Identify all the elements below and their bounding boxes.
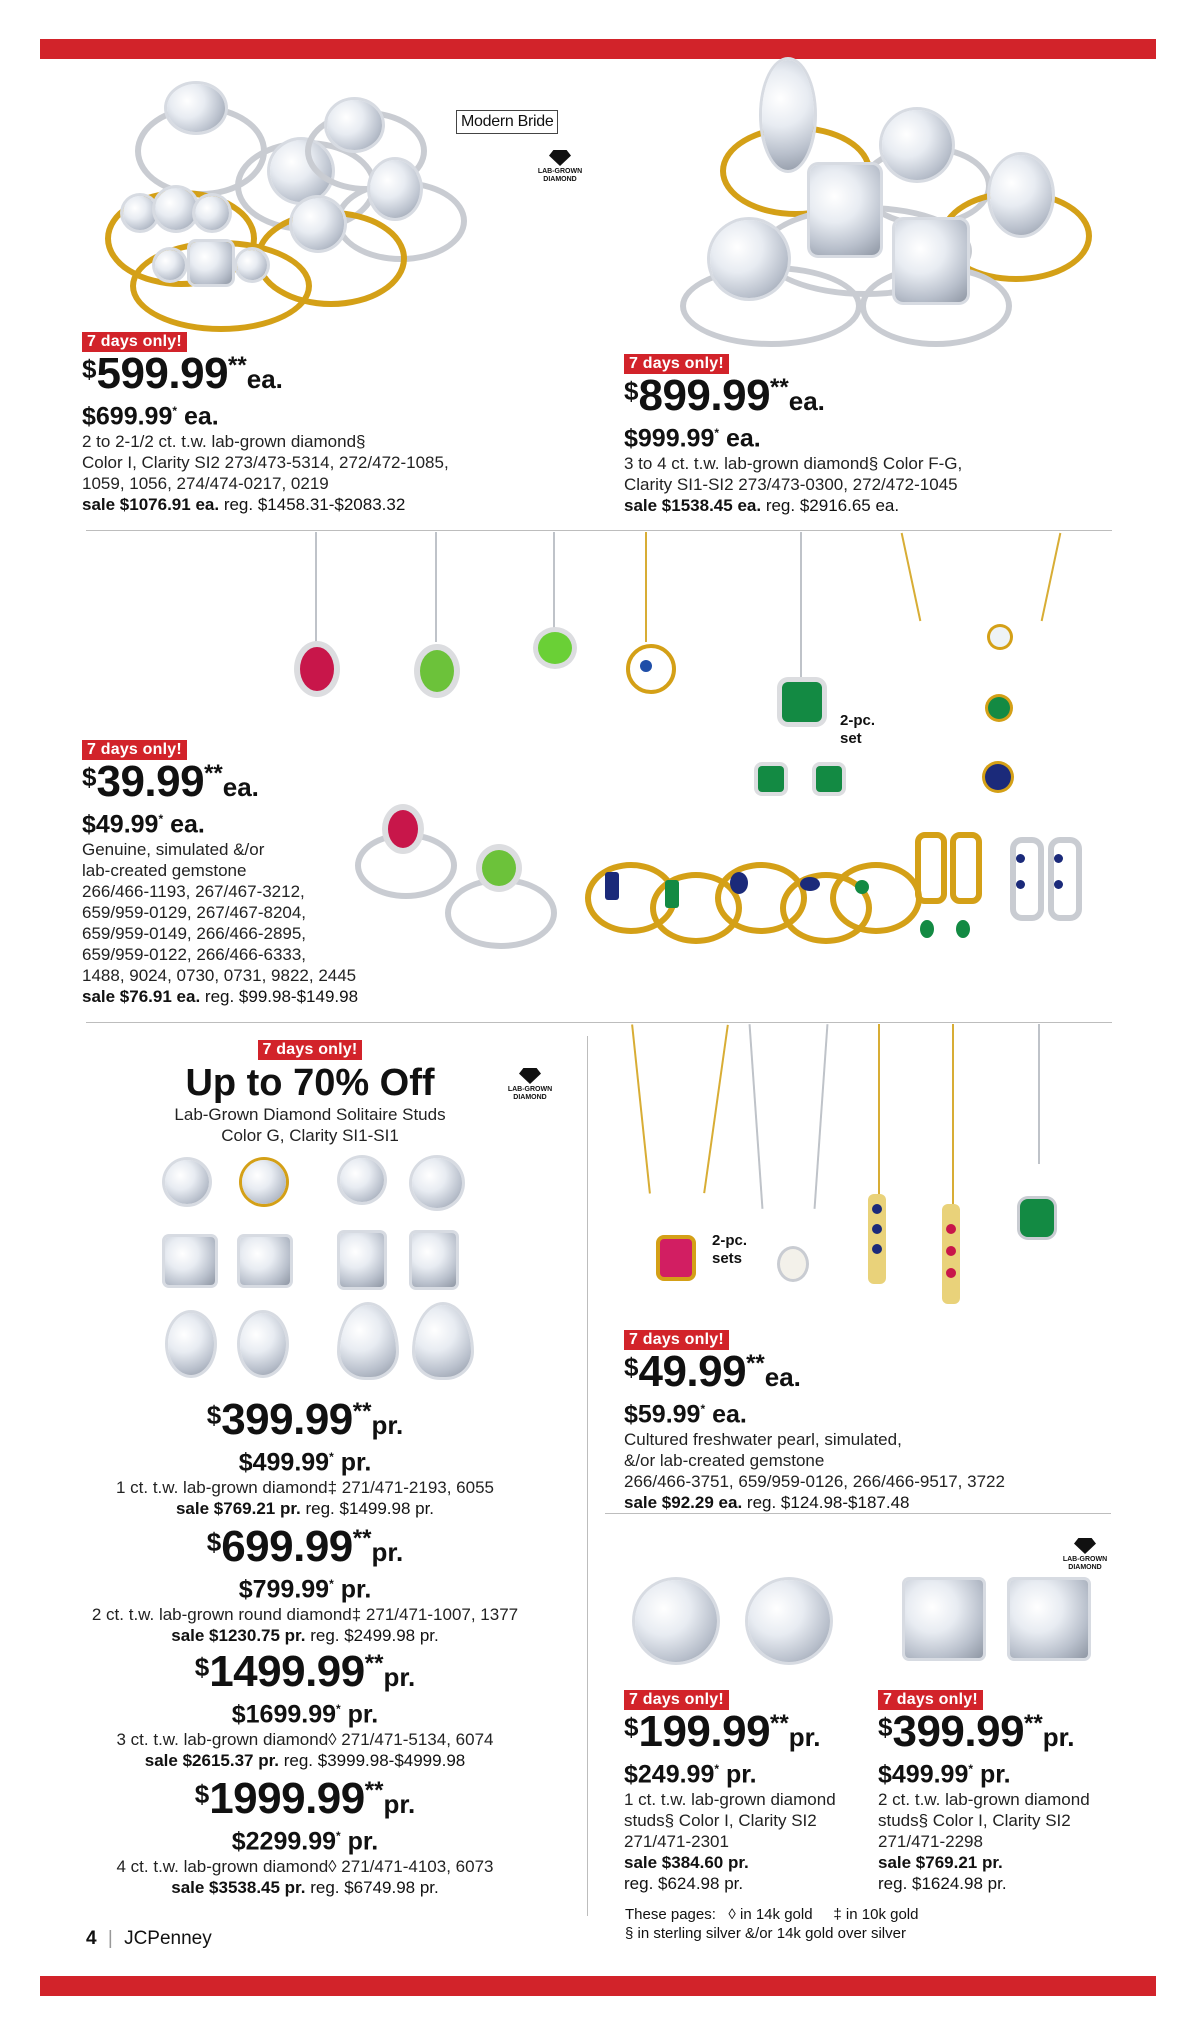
headline: Up to 70% Off bbox=[185, 1062, 435, 1104]
lab-grown-diamond-logo: LAB-GROWN DIAMOND bbox=[505, 1068, 555, 1102]
product-description: Genuine, simulated &/or lab-created gemstone 266/466-1193, 267/467-3212, 659/959-0129, 267/467-8204, 659/959-0149, 266/466-2895, 659/959-0122, 266/466-6333, 1488, 9024, 0730, 0731, 9822, 2445 bbox=[82, 840, 357, 986]
pearl-gemstone-necklaces-image bbox=[620, 1024, 1100, 1334]
lab-grown-diamond-logo: LAB-GROWN DIAMOND bbox=[1060, 1538, 1110, 1572]
seven-days-badge: 7 days only! bbox=[878, 1690, 983, 1710]
offer-solitaire-studs bbox=[140, 1040, 480, 1146]
seven-days-badge: 7 days only! bbox=[82, 740, 187, 760]
original-price: $999.99* ea. bbox=[624, 424, 761, 453]
diamond-icon bbox=[519, 1068, 541, 1084]
footnotes: These pages: ◊ in 14k gold ‡ in 10k gold § in sterling silver &/or 14k gold over silver bbox=[625, 1906, 919, 1942]
product-description: 3 ct. t.w. lab-grown diamond◊ 271/471-5134, 6074 bbox=[116, 1730, 494, 1750]
diamond-icon bbox=[1074, 1538, 1096, 1554]
sale-reg-price: sale $1230.75 pr. reg. $2499.98 pr. bbox=[171, 1626, 439, 1646]
seven-days-badge: 7 days only! bbox=[624, 354, 729, 374]
sale-reg-price: sale $76.91 ea. reg. $99.98-$149.98 bbox=[82, 987, 359, 1007]
sale-price: $399.99**pr. bbox=[206, 1395, 404, 1444]
product-description: 4 ct. t.w. lab-grown diamond◊ 271/471-4103, 6073 bbox=[116, 1857, 494, 1877]
divider bbox=[86, 530, 1112, 531]
subheadline: Color G, Clarity SI1-SI1 bbox=[221, 1126, 399, 1145]
offer-gemstone bbox=[82, 740, 358, 1007]
product-description: 2 ct. t.w. lab-grown round diamond‡ 271/471-1007, 1377 bbox=[91, 1605, 519, 1625]
product-description: 1 ct. t.w. lab-grown diamond studs§ Color I, Clarity SI2 271/471-2301 bbox=[624, 1790, 836, 1852]
sale-price: $199.99**pr. bbox=[624, 1707, 821, 1756]
sale-price: $1999.99**pr. bbox=[194, 1774, 416, 1823]
seven-days-badge: 7 days only! bbox=[624, 1690, 729, 1710]
sale-reg-price: sale $1538.45 ea. reg. $2916.65 ea. bbox=[624, 496, 900, 516]
sale-reg-price: sale $1076.91 ea. reg. $1458.31-$2083.32 bbox=[82, 495, 406, 515]
subheadline: Lab-Grown Diamond Solitaire Studs bbox=[174, 1105, 446, 1124]
page-footer bbox=[86, 1928, 212, 1950]
original-price: $2299.99* pr. bbox=[231, 1827, 379, 1856]
sale-price: $699.99**pr. bbox=[206, 1522, 404, 1571]
seven-days-badge: 7 days only! bbox=[624, 1330, 729, 1350]
lab-grown-diamond-logo: LAB-GROWN DIAMOND bbox=[535, 150, 585, 184]
reg-price-line: reg. $624.98 pr. bbox=[624, 1874, 744, 1894]
original-price: $699.99* ea. bbox=[82, 402, 219, 431]
product-description: 3 to 4 ct. t.w. lab-grown diamond§ Color F-G, Clarity SI1-SI2 273/473-0300, 272/472-1045 bbox=[624, 454, 963, 495]
sale-price: $1499.99**pr. bbox=[194, 1647, 416, 1696]
original-price: $499.99* pr. bbox=[878, 1760, 1011, 1789]
page-number: 4 bbox=[86, 1928, 97, 1949]
stud-price-1 bbox=[90, 1395, 520, 1519]
product-description: 2 ct. t.w. lab-grown diamond studs§ Color I, Clarity SI2 271/471-2298 bbox=[878, 1790, 1090, 1852]
brand-name: JCPenney bbox=[124, 1928, 212, 1949]
divider bbox=[86, 1022, 1112, 1023]
sale-price-line: sale $384.60 pr. bbox=[624, 1853, 749, 1873]
sale-reg-price: sale $2615.37 pr. reg. $3999.98-$4999.98 bbox=[144, 1751, 466, 1771]
stud-price-4 bbox=[90, 1774, 520, 1898]
sale-price: $399.99**pr. bbox=[878, 1707, 1075, 1756]
original-price: $1699.99* pr. bbox=[231, 1700, 379, 1729]
bridal-rings-image-left bbox=[95, 70, 465, 325]
original-price: $49.99* ea. bbox=[82, 810, 205, 839]
original-price: $799.99* pr. bbox=[238, 1575, 372, 1604]
original-price: $499.99* pr. bbox=[238, 1448, 372, 1477]
seven-days-badge: 7 days only! bbox=[82, 332, 187, 352]
sale-reg-price: sale $3538.45 pr. reg. $6749.98 pr. bbox=[171, 1878, 439, 1898]
sale-price: $899.99**ea. bbox=[624, 371, 825, 420]
sale-price-line: sale $769.21 pr. bbox=[878, 1853, 1003, 1873]
sale-price: $599.99**ea. bbox=[82, 349, 283, 398]
bridal-rings-image-right bbox=[660, 55, 1090, 340]
sale-reg-price: sale $769.21 pr. reg. $1499.98 pr. bbox=[175, 1499, 435, 1519]
sale-reg-price: sale $92.29 ea. reg. $124.98-$187.48 bbox=[624, 1493, 910, 1513]
sets-label: 2-pc. sets bbox=[712, 1232, 748, 1267]
gemstone-jewelry-image bbox=[270, 532, 1120, 962]
product-description: 2 to 2-1/2 ct. t.w. lab-grown diamond§ Color I, Clarity SI2 273/473-5314, 272/472-1085, 1059, 1056, 274/474-0217, 0219 bbox=[82, 432, 449, 494]
reg-price-line: reg. $1624.98 pr. bbox=[878, 1874, 1007, 1894]
offer-round-studs bbox=[624, 1690, 836, 1894]
original-price: $59.99* ea. bbox=[624, 1400, 747, 1429]
set-label: 2-pc. set bbox=[840, 712, 876, 747]
modern-bride-logo: Modern Bride bbox=[456, 110, 558, 134]
round-studs-image bbox=[630, 1575, 850, 1675]
offer-necklaces bbox=[624, 1330, 1005, 1513]
sale-price: $49.99**ea. bbox=[624, 1347, 801, 1396]
product-description: Cultured freshwater pearl, simulated, &/or lab-created gemstone 266/466-3751, 659/959-0126, 266/466-9517, 3722 bbox=[624, 1430, 1005, 1492]
princess-studs-image bbox=[900, 1575, 1100, 1675]
product-description: 1 ct. t.w. lab-grown diamond‡ 271/471-2193, 6055 bbox=[115, 1478, 495, 1498]
solitaire-studs-image bbox=[160, 1155, 480, 1385]
stud-price-3 bbox=[90, 1647, 520, 1771]
sale-price: $39.99**ea. bbox=[82, 757, 259, 806]
offer-princess-studs bbox=[878, 1690, 1090, 1894]
divider bbox=[587, 1036, 588, 1916]
stud-price-2 bbox=[80, 1522, 530, 1646]
offer-bridal-left bbox=[82, 332, 449, 515]
footer-separator: | bbox=[107, 1928, 113, 1949]
original-price: $249.99* pr. bbox=[624, 1760, 757, 1789]
seven-days-badge: 7 days only! bbox=[258, 1040, 363, 1060]
diamond-icon bbox=[549, 150, 571, 166]
offer-bridal-right bbox=[624, 354, 962, 516]
bottom-red-bar bbox=[40, 1976, 1156, 1996]
